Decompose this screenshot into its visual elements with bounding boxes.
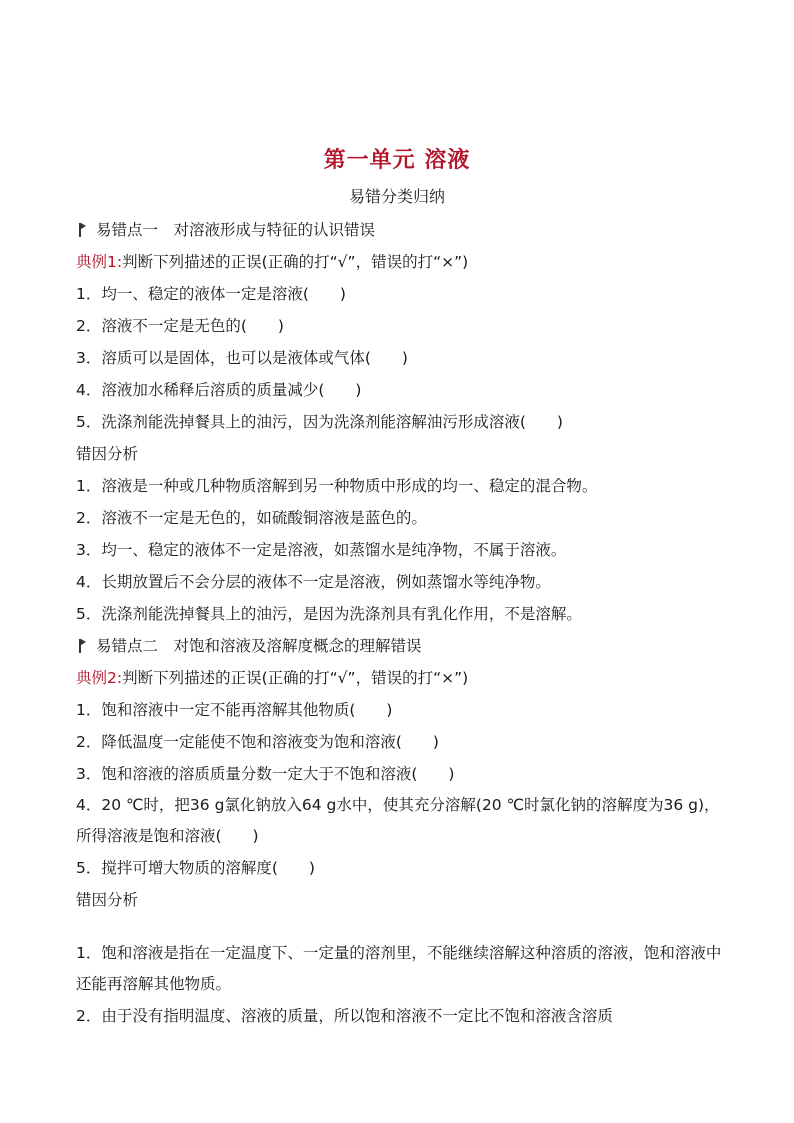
question-item: 1．均一、稳定的液体一定是溶液( ) — [76, 285, 346, 303]
analysis-label: 错因分析 — [76, 891, 139, 909]
analysis-item: 1．饱和溶液是指在一定温度下、一定量的溶剂里，不能继续溶解这种溶质的溶液，饱和溶液中还能再溶解其他物质。 — [76, 944, 722, 993]
example-label: 典例1: — [76, 253, 123, 271]
page-title: 第一单元 溶液 — [323, 148, 471, 173]
question-item: 5．搅拌可增大物质的溶解度( ) — [76, 859, 315, 877]
analysis-item: 1．溶液是一种或几种物质溶解到另一种物质中形成的均一、稳定的混合物。 — [76, 477, 598, 495]
spacer — [76, 916, 722, 938]
question-item: 4．溶液加水稀释后溶质的质量减少( ) — [76, 381, 362, 399]
flag-icon — [78, 223, 88, 237]
analysis-item: 2．溶液不一定是无色的，如硫酸铜溶液是蓝色的。 — [76, 509, 427, 527]
question-item: 3．溶质可以是固体，也可以是液体或气体( ) — [76, 349, 408, 367]
section-heading-1 — [76, 214, 722, 246]
document-content — [76, 214, 722, 1032]
example-text: 判断下列描述的正误(正确的打“√”，错误的打“×”) — [122, 253, 469, 271]
section-heading-text: 易错点一 对溶液形成与特征的认识错误 — [96, 221, 376, 239]
question-item: 4．20 ℃时，把36 g氯化钠放入64 g水中，使其充分溶解(20 ℃时氯化钠的溶解度为36 g)，所得溶液是饱和溶液( ) — [76, 796, 720, 845]
question-item: 3．饱和溶液的溶质质量分数一定大于不饱和溶液( ) — [76, 765, 455, 783]
question-item: 2．降低温度一定能使不饱和溶液变为饱和溶液( ) — [76, 733, 439, 751]
question-item: 2．溶液不一定是无色的( ) — [76, 317, 284, 335]
example-2 — [76, 662, 722, 694]
analysis-item: 2．由于没有指明温度、溶液的质量，所以饱和溶液不一定比不饱和溶液含溶质 — [76, 1007, 613, 1025]
analysis-label: 错因分析 — [76, 445, 139, 463]
question-item: 5．洗涤剂能洗掉餐具上的油污，因为洗涤剂能溶解油污形成溶液( ) — [76, 413, 563, 431]
example-text: 判断下列描述的正误(正确的打“√”，错误的打“×”) — [122, 669, 469, 687]
section-heading-text: 易错点二 对饱和溶液及溶解度概念的理解错误 — [96, 637, 422, 655]
section-heading-2 — [76, 630, 722, 662]
analysis-item: 4．长期放置后不会分层的液体不一定是溶液，例如蒸馏水等纯净物。 — [76, 573, 551, 591]
question-item: 1．饱和溶液中一定不能再溶解其他物质( ) — [76, 701, 393, 719]
example-label: 典例2: — [76, 669, 123, 687]
analysis-item: 3．均一、稳定的液体不一定是溶液，如蒸馏水是纯净物，不属于溶液。 — [76, 541, 567, 559]
flag-icon — [78, 639, 88, 653]
page-subtitle: 易错分类归纳 — [348, 187, 445, 206]
example-1 — [76, 246, 722, 278]
analysis-item: 5．洗涤剂能洗掉餐具上的油污，是因为洗涤剂具有乳化作用，不是溶解。 — [76, 605, 582, 623]
